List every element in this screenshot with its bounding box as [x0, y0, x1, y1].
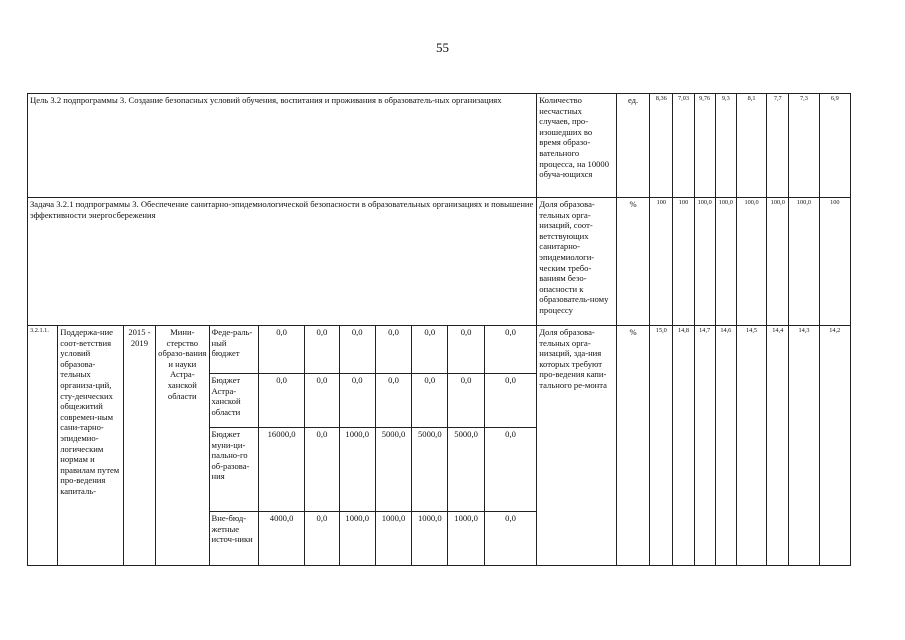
- funding-value: 0,0: [305, 374, 339, 428]
- funding-value: 0,0: [448, 374, 484, 428]
- funding-value: 0,0: [339, 326, 375, 374]
- funding-value: 0,0: [412, 326, 448, 374]
- funding-value: 0,0: [484, 512, 537, 566]
- measure-value: 14,4: [767, 326, 789, 566]
- task-value: 100,0: [694, 198, 715, 326]
- goal-indicator: Количество несчастных случаев, про-изошедших во время образо-вательного процесса, на 10000 обуча-ющихся: [537, 94, 617, 198]
- funding-value: 0,0: [258, 374, 304, 428]
- funding-value: 0,0: [258, 326, 304, 374]
- measure-value: 14,6: [715, 326, 736, 566]
- page-number: 55: [436, 40, 449, 55]
- goal-value: 8,1: [736, 94, 766, 198]
- task-value: 100,0: [736, 198, 766, 326]
- funding-value: 0,0: [305, 428, 339, 512]
- funding-value: 0,0: [484, 326, 537, 374]
- funding-source: Феде-раль-ный бюджет: [209, 326, 258, 374]
- measure-executor: Мини-стерство образо-вания и науки Астра-ханской области: [156, 326, 209, 566]
- measure-value: 14,2: [819, 326, 850, 566]
- task-unit: %: [616, 198, 649, 326]
- funding-value: 4000,0: [258, 512, 304, 566]
- measure-value: 14,8: [673, 326, 694, 566]
- goal-row: [28, 94, 851, 198]
- funding-value: 0,0: [375, 326, 411, 374]
- funding-value: 16000,0: [258, 428, 304, 512]
- funding-value: 0,0: [412, 374, 448, 428]
- task-text: Задача 3.2.1 подпрограммы 3. Обеспечение санитарно-эпидемиологической безопасности в образовательных организациях и повышение эффективности энергосбережения: [28, 198, 537, 326]
- funding-value: 1000,0: [339, 428, 375, 512]
- goal-value: 6,9: [819, 94, 850, 198]
- goal-value: 7,7: [767, 94, 789, 198]
- funding-value: 1000,0: [448, 512, 484, 566]
- goal-value: 9,3: [715, 94, 736, 198]
- funding-value: 5000,0: [412, 428, 448, 512]
- goal-value: 9,76: [694, 94, 715, 198]
- funding-source: Бюджет муни-ци-пально-го об-разова-ния: [209, 428, 258, 512]
- task-value: 100,0: [767, 198, 789, 326]
- measure-value: 14,7: [694, 326, 715, 566]
- measure-name: Поддержа-ние соот-ветствия условий образова-тельных организа-ций, сту-денческих общежитий современ-ным сани-тарно-эпидемио-логическим нормам и правилам путем про-ведения капиталь-: [58, 326, 124, 566]
- measure-value: 15,0: [650, 326, 673, 566]
- goal-value: 7,03: [673, 94, 694, 198]
- program-table-container: [27, 93, 851, 566]
- goal-unit: ед.: [616, 94, 649, 198]
- funding-source: Бюджет Астра-ханской области: [209, 374, 258, 428]
- task-value: 100: [819, 198, 850, 326]
- goal-value: 8,36: [650, 94, 673, 198]
- funding-value: 0,0: [305, 326, 339, 374]
- funding-value: 0,0: [375, 374, 411, 428]
- funding-source: Вне-бюд-жетные источ-ники: [209, 512, 258, 566]
- task-value: 100: [673, 198, 694, 326]
- task-value: 100: [650, 198, 673, 326]
- task-value: 100,0: [715, 198, 736, 326]
- goal-value: 7,3: [789, 94, 819, 198]
- measure-code: 3.2.1.1.: [28, 326, 58, 566]
- funding-value: 1000,0: [412, 512, 448, 566]
- funding-value: 0,0: [484, 374, 537, 428]
- measure-value: 14,3: [789, 326, 819, 566]
- funding-value: 0,0: [484, 428, 537, 512]
- task-indicator: Доля образова-тельных орга-низаций, соот-ветствующих санитарно-эпидемиологи-ческим требо-ваниям безо-опасности к образователь-ному процессу: [537, 198, 617, 326]
- measure-period: 2015 - 2019: [123, 326, 155, 566]
- funding-value: 0,0: [339, 374, 375, 428]
- funding-value: 1000,0: [375, 512, 411, 566]
- program-table: [27, 93, 851, 566]
- task-row: [28, 198, 851, 326]
- funding-value: 5000,0: [375, 428, 411, 512]
- measure-unit: %: [616, 326, 649, 566]
- task-value: 100,0: [789, 198, 819, 326]
- measure-row-federal: [28, 326, 851, 374]
- measure-value: 14,5: [736, 326, 766, 566]
- measure-indicator: Доля образова-тельных орга-низаций, зда-ния которых требуют про-ведения капи-тального ре-монта: [537, 326, 617, 566]
- goal-text: Цель 3.2 подпрограммы 3. Создание безопасных условий обучения, воспитания и проживания в образователь-ных организациях: [28, 94, 537, 198]
- funding-value: 0,0: [448, 326, 484, 374]
- funding-value: 1000,0: [339, 512, 375, 566]
- funding-value: 0,0: [305, 512, 339, 566]
- funding-value: 5000,0: [448, 428, 484, 512]
